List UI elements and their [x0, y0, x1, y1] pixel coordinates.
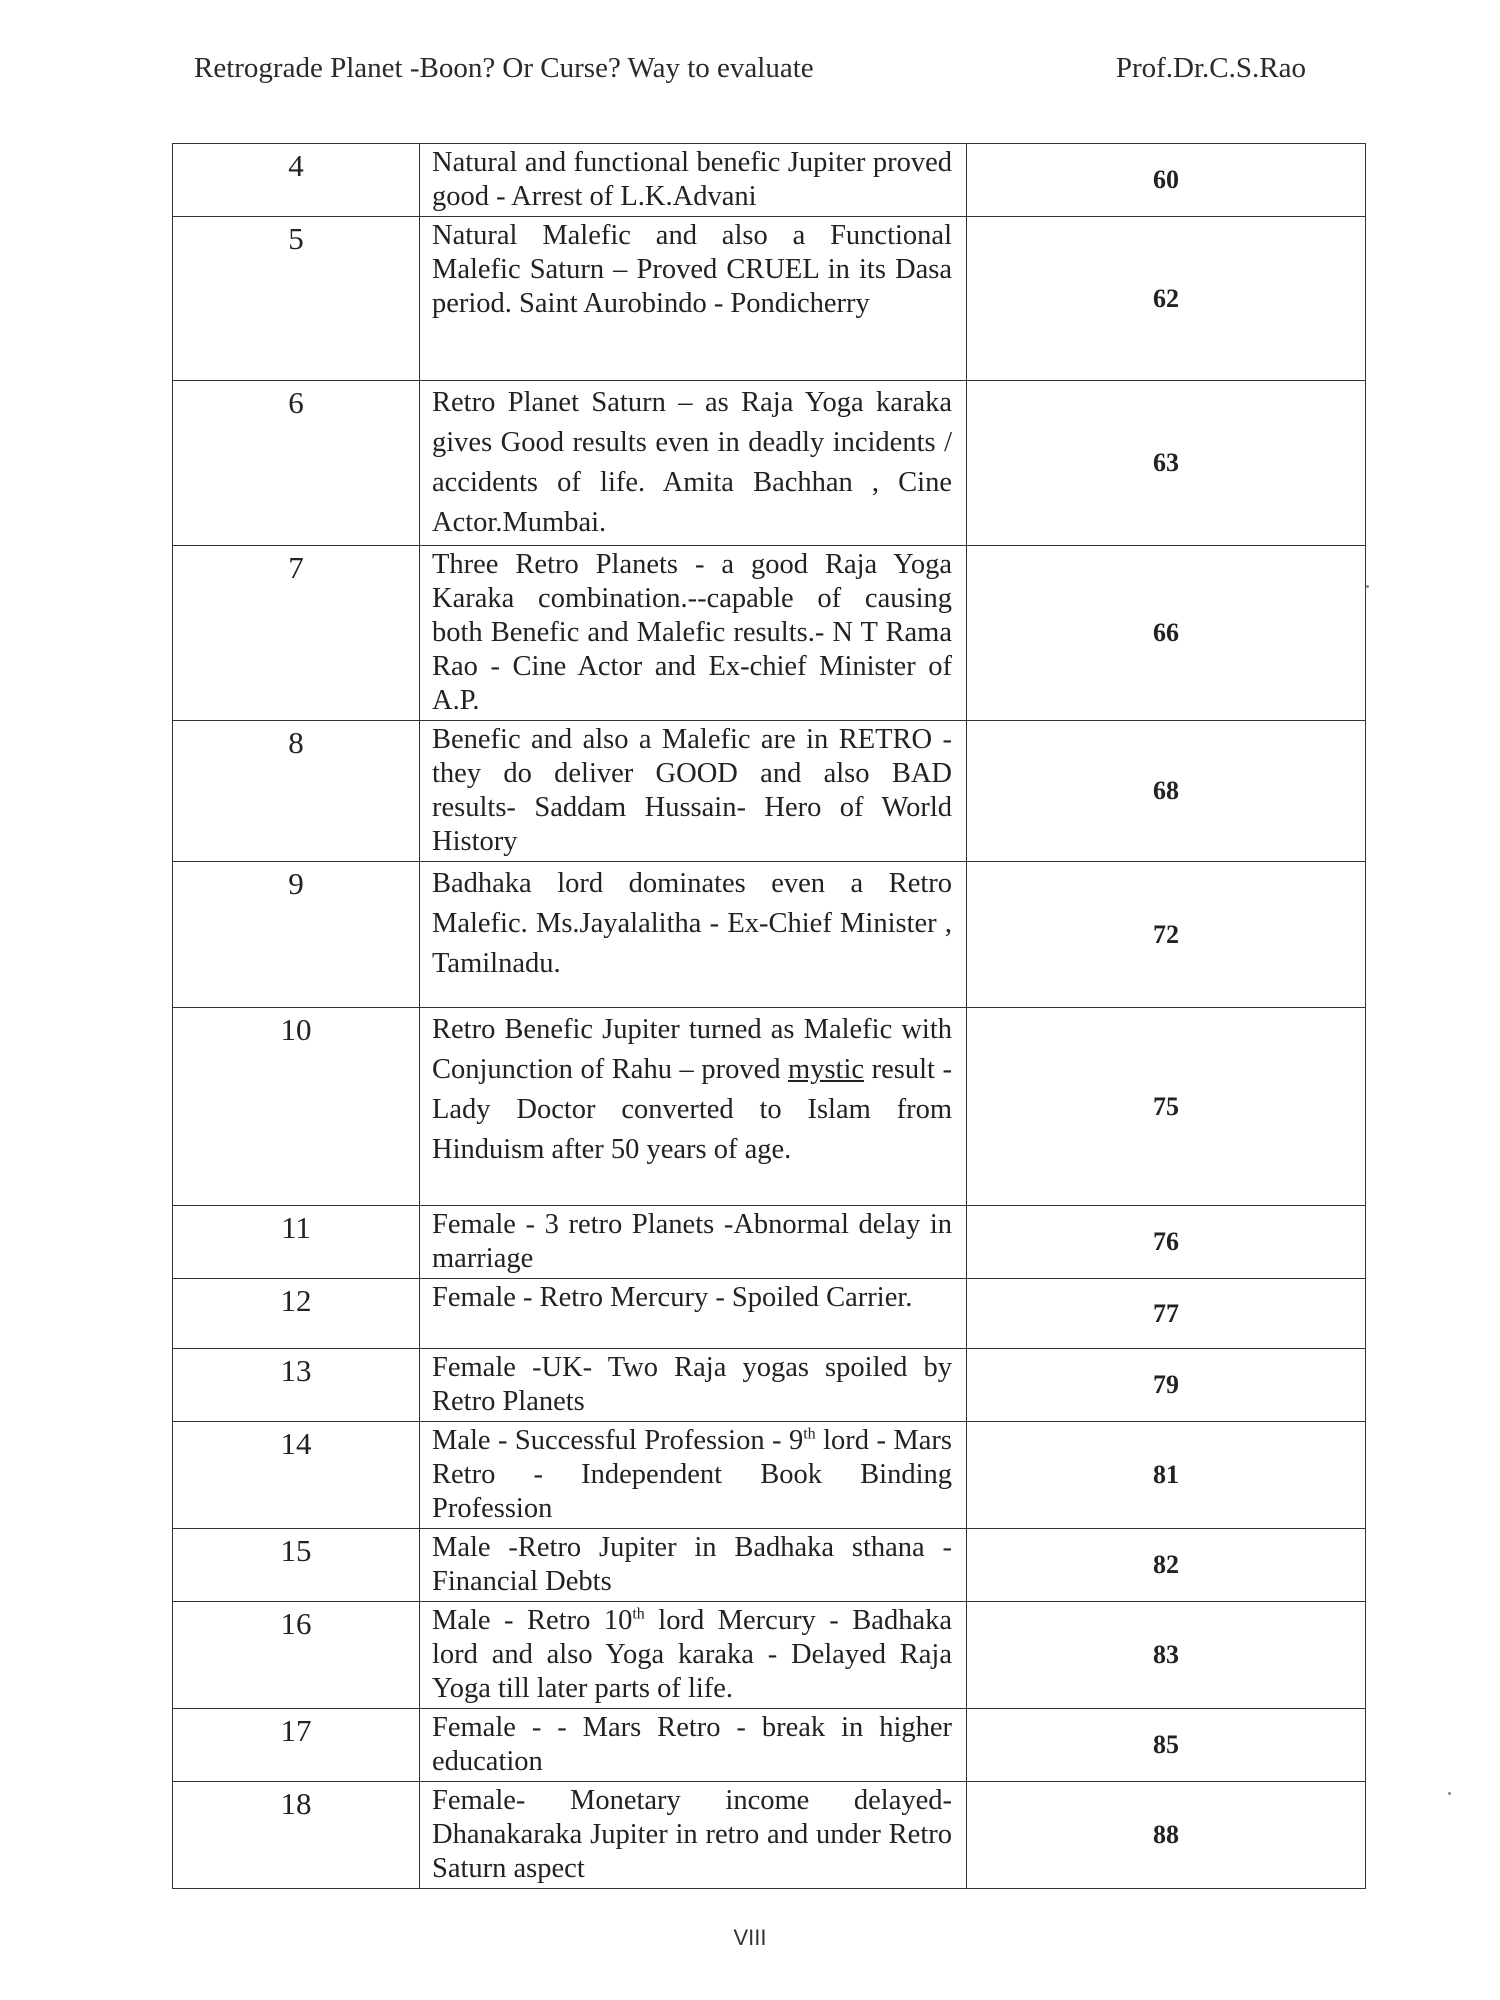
description-text: Male - Retro 10 — [432, 1605, 633, 1636]
table-row — [173, 546, 1366, 721]
row-page: 60 — [967, 144, 1366, 217]
row-description: Female - - Mars Retro - break in higher education — [420, 1709, 967, 1782]
row-page: 75 — [967, 1008, 1366, 1206]
row-description: Badhaka lord dominates even a Retro Malefic. Ms.Jayalalitha - Ex-Chief Minister , Tamilnadu. — [420, 862, 967, 1008]
table-row — [173, 862, 1366, 1008]
table-row — [173, 1529, 1366, 1602]
row-description: Retro Planet Saturn – as Raja Yoga karaka gives Good results even in deadly incidents / accidents of life. Amita Bachhan , Cine Actor.Mumbai. — [420, 381, 967, 546]
description-text: Retro Benefic Jupiter turned as Malefic with Conjunction of Rahu – proved — [432, 1014, 952, 1085]
ordinal-suffix: th — [632, 1605, 645, 1623]
row-page: 82 — [967, 1529, 1366, 1602]
row-description — [420, 1422, 967, 1529]
row-page: 66 — [967, 546, 1366, 721]
description-text: result - Lady Doctor converted to Islam from Hinduism after 50 years of age. — [432, 1054, 952, 1165]
row-description: Female - 3 retro Planets -Abnormal delay in marriage — [420, 1206, 967, 1279]
table-row — [173, 1349, 1366, 1422]
table-row — [173, 1206, 1366, 1279]
table-row — [173, 721, 1366, 862]
row-description — [420, 1008, 967, 1206]
row-description: Natural Malefic and also a Functional Malefic Saturn – Proved CRUEL in its Dasa period. Saint Aurobindo - Pondicherry — [420, 217, 967, 381]
table-row — [173, 1602, 1366, 1709]
description-text: lord Mercury - Badhaka lord and also Yoga karaka - Delayed Raja Yoga till later parts of life. — [432, 1605, 952, 1704]
row-page: 85 — [967, 1709, 1366, 1782]
row-description: Male -Retro Jupiter in Badhaka sthana - Financial Debts — [420, 1529, 967, 1602]
table-row — [173, 1422, 1366, 1529]
contents-table — [172, 143, 1366, 1889]
description-text: lord - Mars Retro - Independent Book Binding Profession — [432, 1425, 952, 1524]
row-number: 10 — [173, 1008, 420, 1206]
row-description: Female- Monetary income delayed- Dhanakaraka Jupiter in retro and under Retro Saturn aspect — [420, 1782, 967, 1889]
row-page: 76 — [967, 1206, 1366, 1279]
row-number: 16 — [173, 1602, 420, 1709]
row-page: 68 — [967, 721, 1366, 862]
row-description: Female -UK- Two Raja yogas spoiled by Retro Planets — [420, 1349, 967, 1422]
row-description: Benefic and also a Malefic are in RETRO - they do deliver GOOD and also BAD results- Saddam Hussain- Hero of World History — [420, 721, 967, 862]
row-number: 14 — [173, 1422, 420, 1529]
row-page: 62 — [967, 217, 1366, 381]
row-page: 88 — [967, 1782, 1366, 1889]
row-number: 9 — [173, 862, 420, 1008]
row-number: 12 — [173, 1279, 420, 1349]
row-page: 72 — [967, 862, 1366, 1008]
table-row — [173, 1709, 1366, 1782]
table-row — [173, 1008, 1366, 1206]
row-page: 79 — [967, 1349, 1366, 1422]
header-title: Retrograde Planet -Boon? Or Curse? Way to evaluate — [194, 52, 814, 84]
row-description: Three Retro Planets - a good Raja Yoga Karaka combination.--capable of causing both Benefic and Malefic results.- N T Rama Rao - Cine Actor and Ex-chief Minister of A.P. — [420, 546, 967, 721]
page-number: VIII — [733, 1925, 767, 1950]
row-number: 17 — [173, 1709, 420, 1782]
ordinal-suffix: th — [803, 1425, 816, 1443]
row-number: 6 — [173, 381, 420, 546]
row-number: 4 — [173, 144, 420, 217]
row-number: 15 — [173, 1529, 420, 1602]
row-page: 77 — [967, 1279, 1366, 1349]
row-number: 13 — [173, 1349, 420, 1422]
row-number: 7 — [173, 546, 420, 721]
table-row — [173, 1279, 1366, 1349]
row-number: 5 — [173, 217, 420, 381]
header-author: Prof.Dr.C.S.Rao — [1115, 52, 1306, 84]
row-description — [420, 1602, 967, 1709]
table-row — [173, 144, 1366, 217]
row-description: Female - Retro Mercury - Spoiled Carrier. — [420, 1279, 967, 1349]
row-number: 8 — [173, 721, 420, 862]
row-description: Natural and functional benefic Jupiter proved good - Arrest of L.K.Advani — [420, 144, 967, 217]
page-header — [0, 52, 1500, 92]
scan-speck — [1448, 1792, 1451, 1795]
description-text: Male - Successful Profession - 9 — [432, 1425, 804, 1456]
table-row — [173, 381, 1366, 546]
row-number: 11 — [173, 1206, 420, 1279]
table-row — [173, 1782, 1366, 1889]
underlined-word: mystic — [788, 1054, 865, 1085]
table-row — [173, 217, 1366, 381]
row-page: 63 — [967, 381, 1366, 546]
row-page: 81 — [967, 1422, 1366, 1529]
row-number: 18 — [173, 1782, 420, 1889]
scan-speck — [1366, 585, 1369, 588]
row-page: 83 — [967, 1602, 1366, 1709]
